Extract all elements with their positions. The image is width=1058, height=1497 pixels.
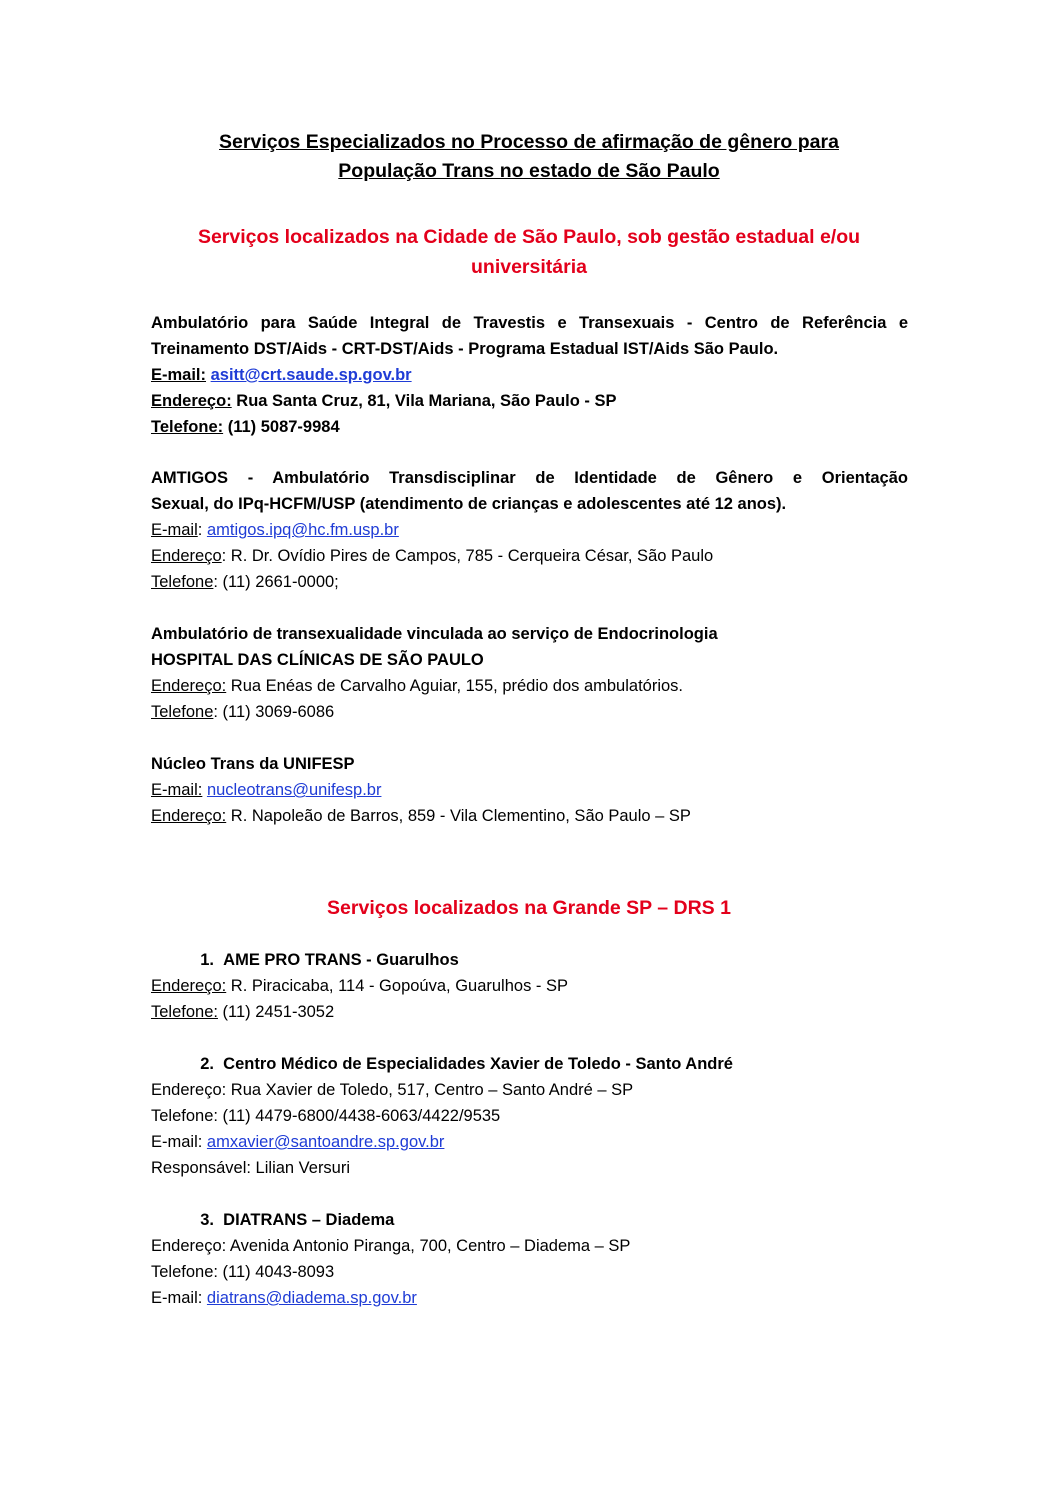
phone-row: Telefone: (11) 4043-8093 <box>151 1263 335 1281</box>
email-link[interactable]: amxavier@santoandre.sp.gov.br <box>206 1133 445 1151</box>
phone-row: Telefone: (11) 4479-6800/4438-6063/4422/9535 <box>151 1107 501 1125</box>
address-row <box>151 388 908 414</box>
service-name-line-1: AMTIGOS - Ambulatório Transdisciplinar de Identidade de Gênero e Orientação <box>151 469 908 487</box>
section-heading-city-line-2: universitária <box>471 256 587 278</box>
phone-label: Telefone <box>151 703 214 721</box>
email-label: E-mail: <box>151 1289 207 1307</box>
email-row <box>151 1285 908 1311</box>
address-row: Endereço: Avenida Antonio Piranga, 700, Centro – Diadema – SP <box>151 1237 631 1255</box>
phone-value: (11) 2451-3052 <box>217 1003 335 1021</box>
service-entry-diatrans <box>151 1207 908 1311</box>
address-value: : R. Dr. Ovídio Pires de Campos, 785 - Cerqueira César, São Paulo <box>221 547 714 565</box>
service-name-line-2: Treinamento DST/Aids - CRT-DST/Aids - Programa Estadual IST/Aids São Paulo. <box>151 340 779 358</box>
service-entry-hc-endocrinologia <box>151 621 908 725</box>
service-name: DIATRANS – Diadema <box>223 1211 395 1229</box>
phone-value: : (11) 3069-6086 <box>213 703 335 721</box>
document-title-line-1: Serviços Especializados no Processo de afirmação de gênero para <box>219 131 839 153</box>
email-link[interactable]: asitt@crt.saude.sp.gov.br <box>210 366 412 384</box>
address-label: Endereço: <box>151 677 227 695</box>
list-item-heading <box>151 1051 908 1077</box>
address-value: R. Napoleão de Barros, 859 - Vila Clementino, São Paulo – SP <box>226 807 691 825</box>
email-label: E-mail: <box>151 366 207 384</box>
phone-label: Telefone <box>151 573 214 591</box>
address-label: Endereço <box>151 547 222 565</box>
list-number: 2. <box>200 1055 214 1073</box>
service-entry-unifesp <box>151 751 908 829</box>
service-name-line-2: HOSPITAL DAS CLÍNICAS DE SÃO PAULO <box>151 651 484 669</box>
phone-row <box>151 999 908 1025</box>
email-row <box>151 1129 908 1155</box>
service-name-line-1: Ambulatório de transexualidade vinculada ao serviço de Endocrinologia <box>151 625 718 643</box>
service-entry-amtigos <box>151 465 908 595</box>
service-name: AME PRO TRANS - Guarulhos <box>223 951 459 969</box>
email-link[interactable]: nucleotrans@unifesp.br <box>206 781 382 799</box>
address-row <box>151 673 908 699</box>
email-row <box>151 777 908 803</box>
email-label: E-mail: <box>151 1133 207 1151</box>
phone-value: (11) 5087-9984 <box>223 418 340 436</box>
email-link[interactable]: amtigos.ipq@hc.fm.usp.br <box>206 521 399 539</box>
service-entry-xavier-de-toledo <box>151 1051 908 1181</box>
address-row <box>151 543 908 569</box>
email-label: E-mail <box>151 521 198 539</box>
responsible-row: Responsável: Lilian Versuri <box>151 1159 351 1177</box>
address-row: Endereço: Rua Xavier de Toledo, 517, Centro – Santo André – SP <box>151 1081 634 1099</box>
address-value: Rua Enéas de Carvalho Aguiar, 155, prédio dos ambulatórios. <box>226 677 684 695</box>
list-number: 1. <box>200 951 214 969</box>
service-name-line-1: Ambulatório para Saúde Integral de Travestis e Transexuais - Centro de Referência e <box>151 314 908 332</box>
document-title-line-2: População Trans no estado de São Paulo <box>338 160 720 182</box>
address-value: Rua Santa Cruz, 81, Vila Mariana, São Paulo - SP <box>231 392 617 410</box>
service-name: Centro Médico de Especialidades Xavier de Toledo - Santo André <box>223 1055 733 1073</box>
email-row <box>151 362 908 388</box>
phone-label: Telefone: <box>151 1003 218 1021</box>
section-heading-grande-sp: Serviços localizados na Grande SP – DRS 1 <box>327 897 731 919</box>
list-item-heading <box>151 1207 908 1233</box>
phone-label: Telefone: <box>151 418 224 436</box>
email-link[interactable]: diatrans@diadema.sp.gov.br <box>206 1289 417 1307</box>
address-value: R. Piracicaba, 114 - Gopoúva, Guarulhos - SP <box>226 977 568 995</box>
address-label: Endereço: <box>151 807 227 825</box>
phone-row <box>151 414 908 440</box>
section-heading-city-line-1: Serviços localizados na Cidade de São Paulo, sob gestão estadual e/ou <box>197 226 861 248</box>
email-row: E-mail: amtigos.ipq@hc.fm.usp.br <box>151 521 399 539</box>
address-label: Endereço: <box>151 392 232 410</box>
list-item-heading <box>151 947 908 973</box>
email-label: E-mail: <box>151 781 203 799</box>
service-name-line-2: Sexual, do IPq-HCFM/USP (atendimento de crianças e adolescentes até 12 anos). <box>151 495 787 513</box>
phone-row <box>151 569 908 595</box>
address-label: Endereço: <box>151 977 227 995</box>
phone-value: : (11) 2661-0000; <box>213 573 339 591</box>
service-name-line-1: Núcleo Trans da UNIFESP <box>151 755 355 773</box>
address-row <box>151 803 908 829</box>
address-row <box>151 973 908 999</box>
service-entry-ame-pro-trans <box>151 947 908 1025</box>
phone-row <box>151 699 908 725</box>
list-number: 3. <box>200 1211 214 1229</box>
service-entry-crt <box>151 310 908 440</box>
